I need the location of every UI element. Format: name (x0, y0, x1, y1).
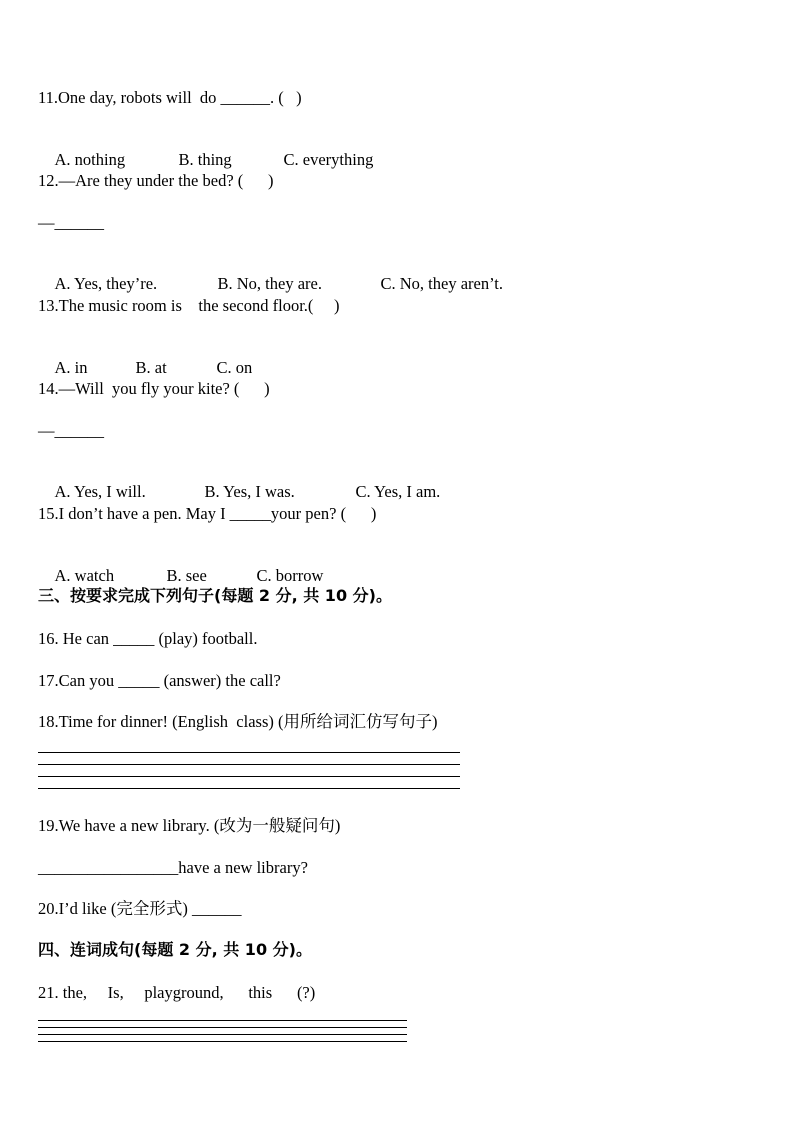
option-b: B. No, they are. (217, 274, 322, 293)
section-3-title: 三、按要求完成下列句子(每题 2 分, 共 10 分)。 (38, 586, 392, 605)
question-18: 18.Time for dinner! (English class) (用所给词汇仿写句子) (38, 712, 438, 731)
writing-line (38, 1027, 407, 1028)
option-b: B. thing (178, 150, 232, 169)
option-c: C. borrow (256, 566, 324, 585)
writing-line (38, 1041, 407, 1042)
question-12: 12.—Are they under the bed? ( ) (38, 171, 274, 190)
question-21-writing-lines (38, 1020, 407, 1048)
writing-line (38, 1034, 407, 1035)
question-19: 19.We have a new library. (改为一般疑问句) (38, 816, 341, 835)
option-a: A. Yes, they’re. (54, 274, 158, 293)
question-12-answer-line: —______ (38, 213, 104, 232)
question-21: 21. the, Is, playground, this (?) (38, 983, 316, 1002)
question-17: 17.Can you _____ (answer) the call? (38, 671, 281, 690)
writing-line (38, 764, 460, 765)
option-c: C. Yes, I am. (355, 482, 441, 501)
writing-line (38, 776, 460, 777)
question-13: 13.The music room is the second floor.( ) (38, 296, 340, 315)
question-14-answer-line: —______ (38, 421, 104, 440)
option-a: A. watch (54, 566, 115, 585)
question-14: 14.—Will you fly your kite? ( ) (38, 379, 270, 398)
writing-line (38, 788, 460, 789)
question-15: 15.I don’t have a pen. May I _____your pen? ( ) (38, 504, 377, 523)
option-b: B. Yes, I was. (204, 482, 295, 501)
question-11: 11.One day, robots will do ______. ( ) (38, 88, 302, 107)
writing-line (38, 752, 460, 753)
question-19-answer: _________________have a new library? (38, 858, 308, 877)
option-c: C. on (216, 358, 253, 377)
section-4-title: 四、连词成句(每题 2 分, 共 10 分)。 (38, 940, 312, 959)
question-20: 20.I’d like (完全形式) ______ (38, 899, 242, 918)
option-a: A. in (54, 358, 88, 377)
option-b: B. at (135, 358, 167, 377)
option-a: A. Yes, I will. (54, 482, 146, 501)
question-16: 16. He can _____ (play) football. (38, 629, 258, 648)
writing-line (38, 1020, 407, 1021)
option-c: C. No, they aren’t. (380, 274, 504, 293)
option-b: B. see (166, 566, 207, 585)
option-a: A. nothing (54, 150, 126, 169)
question-18-writing-lines (38, 752, 460, 800)
option-c: C. everything (283, 150, 374, 169)
